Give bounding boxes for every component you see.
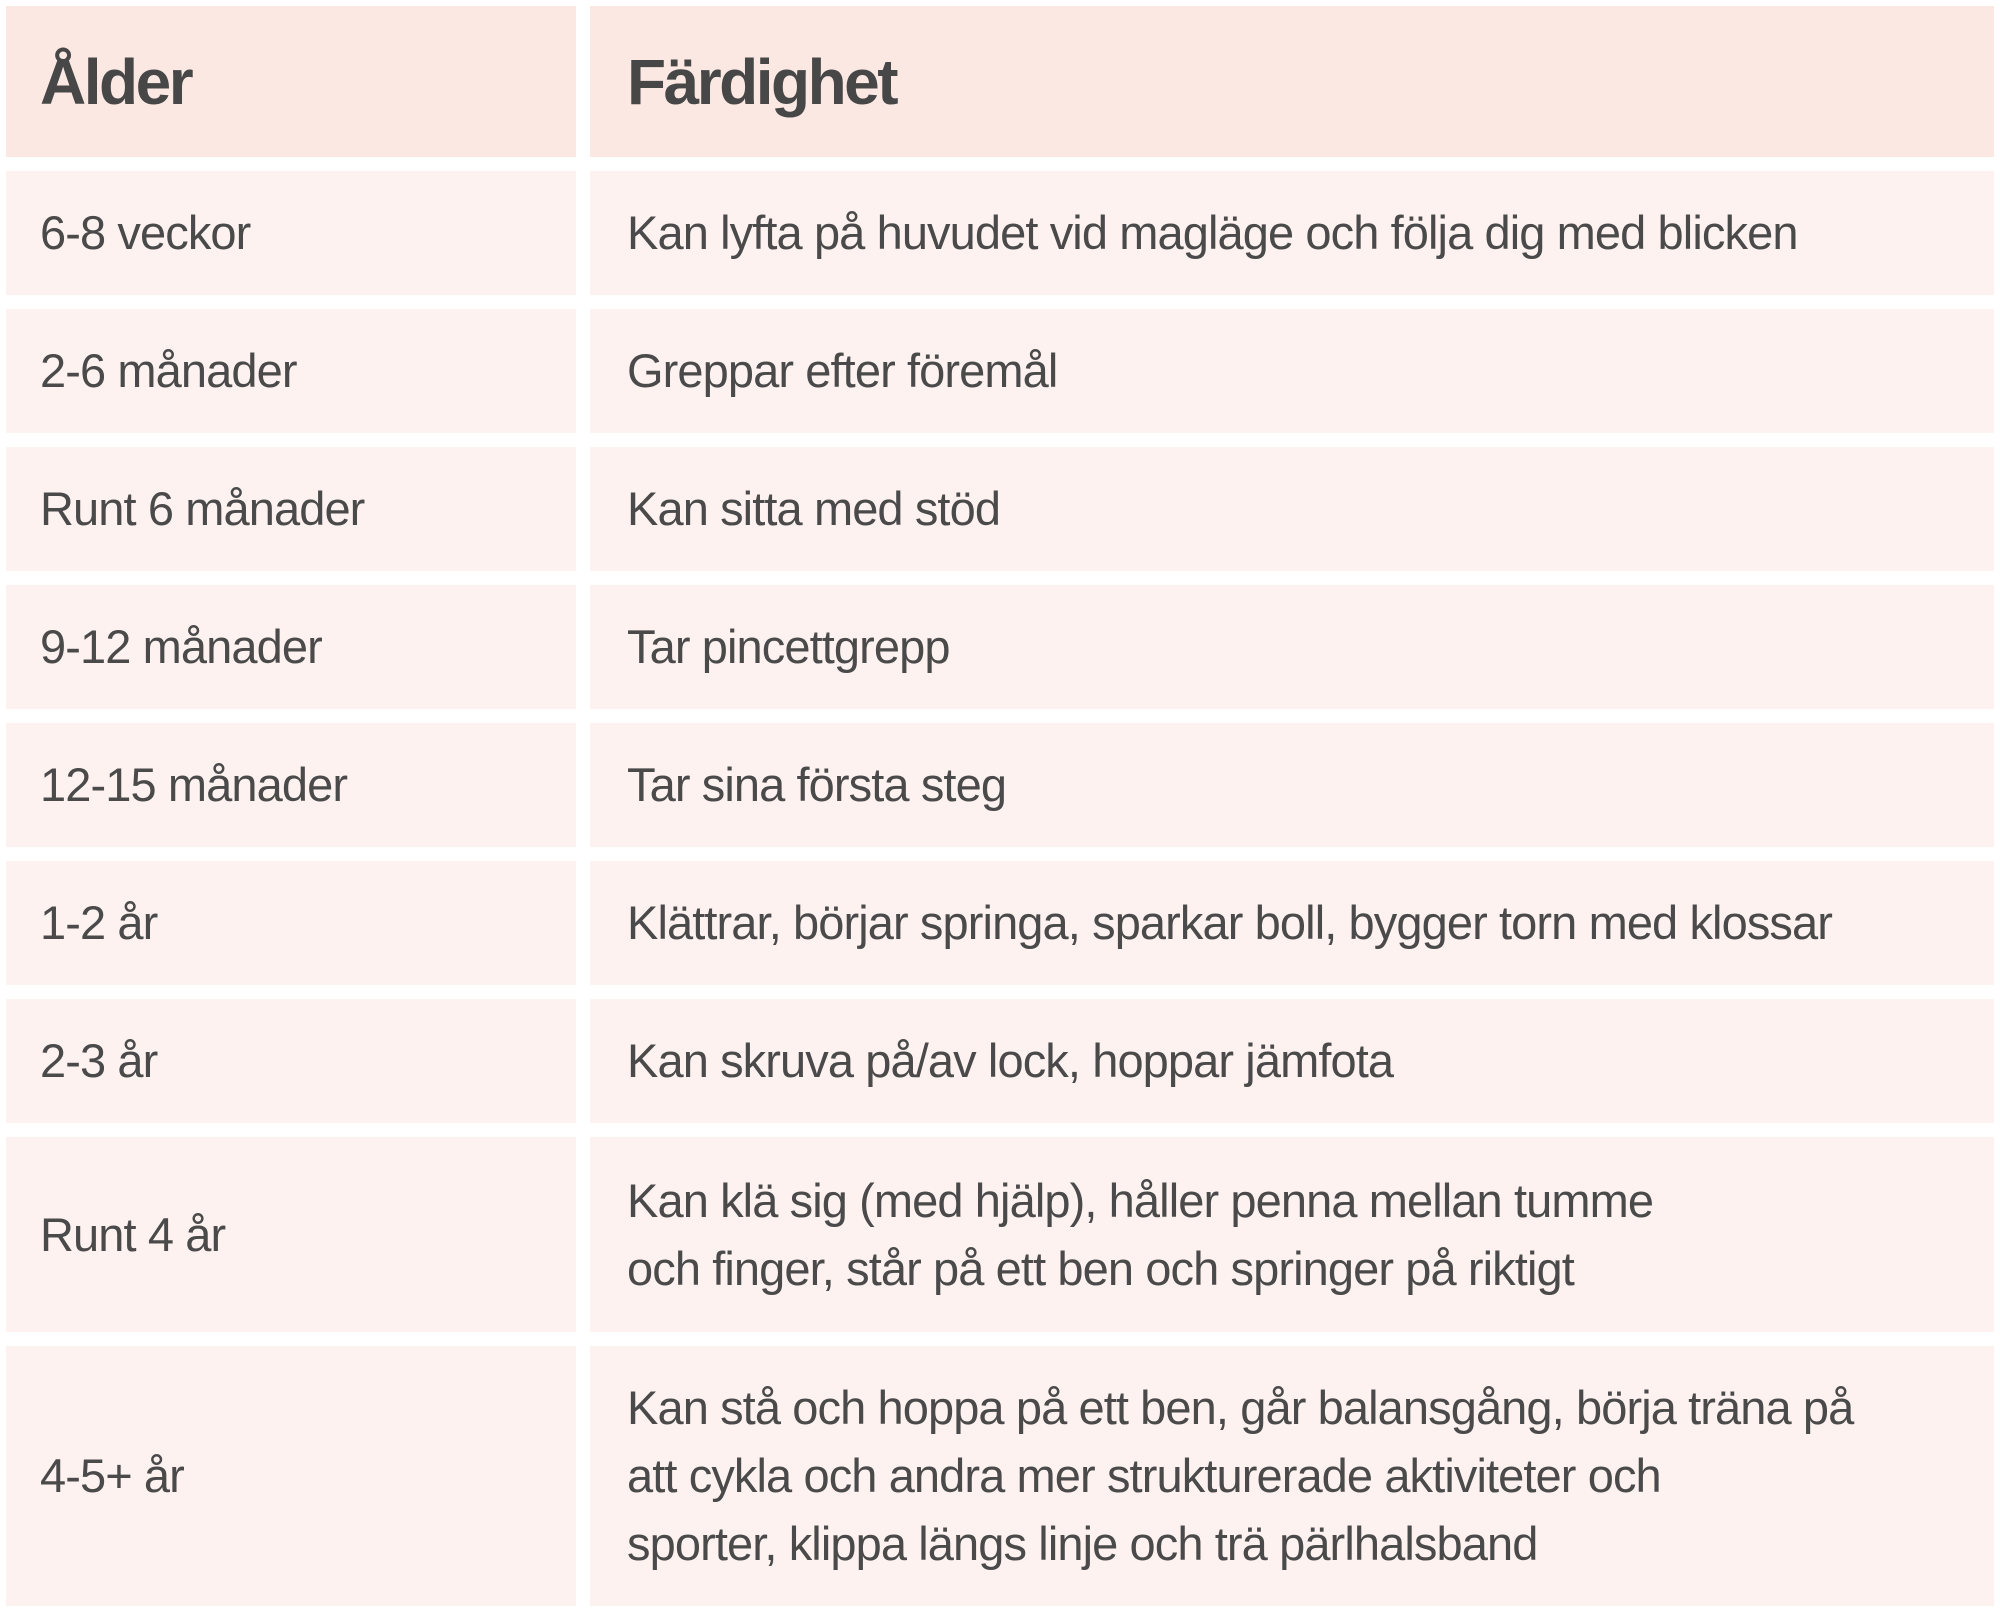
skill-text-line: Tar sina första steg (627, 758, 1007, 811)
age-text: 1-2 år (40, 896, 158, 949)
header-age (6, 6, 576, 157)
table-row (6, 585, 1994, 709)
age-text: 9-12 månader (40, 620, 322, 673)
age-cell (6, 171, 576, 295)
table-row (6, 1346, 1994, 1606)
skill-text-line: Tar pincettgrepp (627, 620, 950, 673)
table-row (6, 723, 1994, 847)
age-text: 2-6 månader (40, 344, 297, 397)
skill-text-line: Klättrar, börjar springa, sparkar boll, bygger torn med klossar (627, 896, 1833, 949)
age-cell (6, 1137, 576, 1332)
age-text: 6-8 veckor (40, 206, 251, 259)
table-header-row (6, 6, 1994, 157)
age-cell (6, 1346, 576, 1606)
skill-text-line: Kan sitta med stöd (627, 482, 1001, 535)
age-cell (6, 585, 576, 709)
table-body (6, 171, 1994, 1606)
header-skill (590, 6, 1994, 157)
skill-text-line: Kan klä sig (med hjälp), håller penna mellan tumme (627, 1173, 1654, 1227)
age-text: 4-5+ år (40, 1449, 184, 1502)
table-row (6, 309, 1994, 433)
age-cell (6, 861, 576, 985)
table-row (6, 861, 1994, 985)
table-row (6, 447, 1994, 571)
header-skill-label: Färdighet (627, 45, 897, 118)
skill-text-line: Kan skruva på/av lock, hoppar jämfota (627, 1034, 1394, 1087)
skill-text-line: sporter, klippa längs linje och trä pärlhalsband (627, 1517, 1538, 1570)
skill-cell (590, 309, 1994, 433)
table-row (6, 1137, 1994, 1332)
skill-cell (590, 585, 1994, 709)
table-row (6, 999, 1994, 1123)
header-age-label: Ålder (40, 45, 192, 118)
skill-cell (590, 1346, 1994, 1606)
age-cell (6, 999, 576, 1123)
skill-text-line: och finger, står på ett ben och springer på riktigt (627, 1241, 1574, 1295)
skill-cell (590, 861, 1994, 985)
age-cell (6, 447, 576, 571)
skill-text-line: Kan lyfta på huvudet vid magläge och följa dig med blicken (627, 206, 1798, 259)
skill-cell (590, 171, 1994, 295)
skill-text-line: Greppar efter föremål (627, 344, 1058, 397)
milestones-table (6, 6, 1994, 1620)
skill-text-line: Kan stå och hoppa på ett ben, går balansgång, börja träna på (627, 1381, 1854, 1434)
skill-cell (590, 723, 1994, 847)
skill-cell (590, 1137, 1994, 1332)
age-text: 2-3 år (40, 1034, 158, 1087)
table-row (6, 171, 1994, 295)
age-cell (6, 723, 576, 847)
age-text: Runt 4 år (40, 1207, 226, 1261)
age-text: Runt 6 månader (40, 482, 365, 535)
age-text: 12-15 månader (40, 758, 348, 811)
skill-text-line: att cykla och andra mer strukturerade aktiviteter och (627, 1449, 1661, 1502)
skill-cell (590, 999, 1994, 1123)
skill-cell (590, 447, 1994, 571)
age-cell (6, 309, 576, 433)
